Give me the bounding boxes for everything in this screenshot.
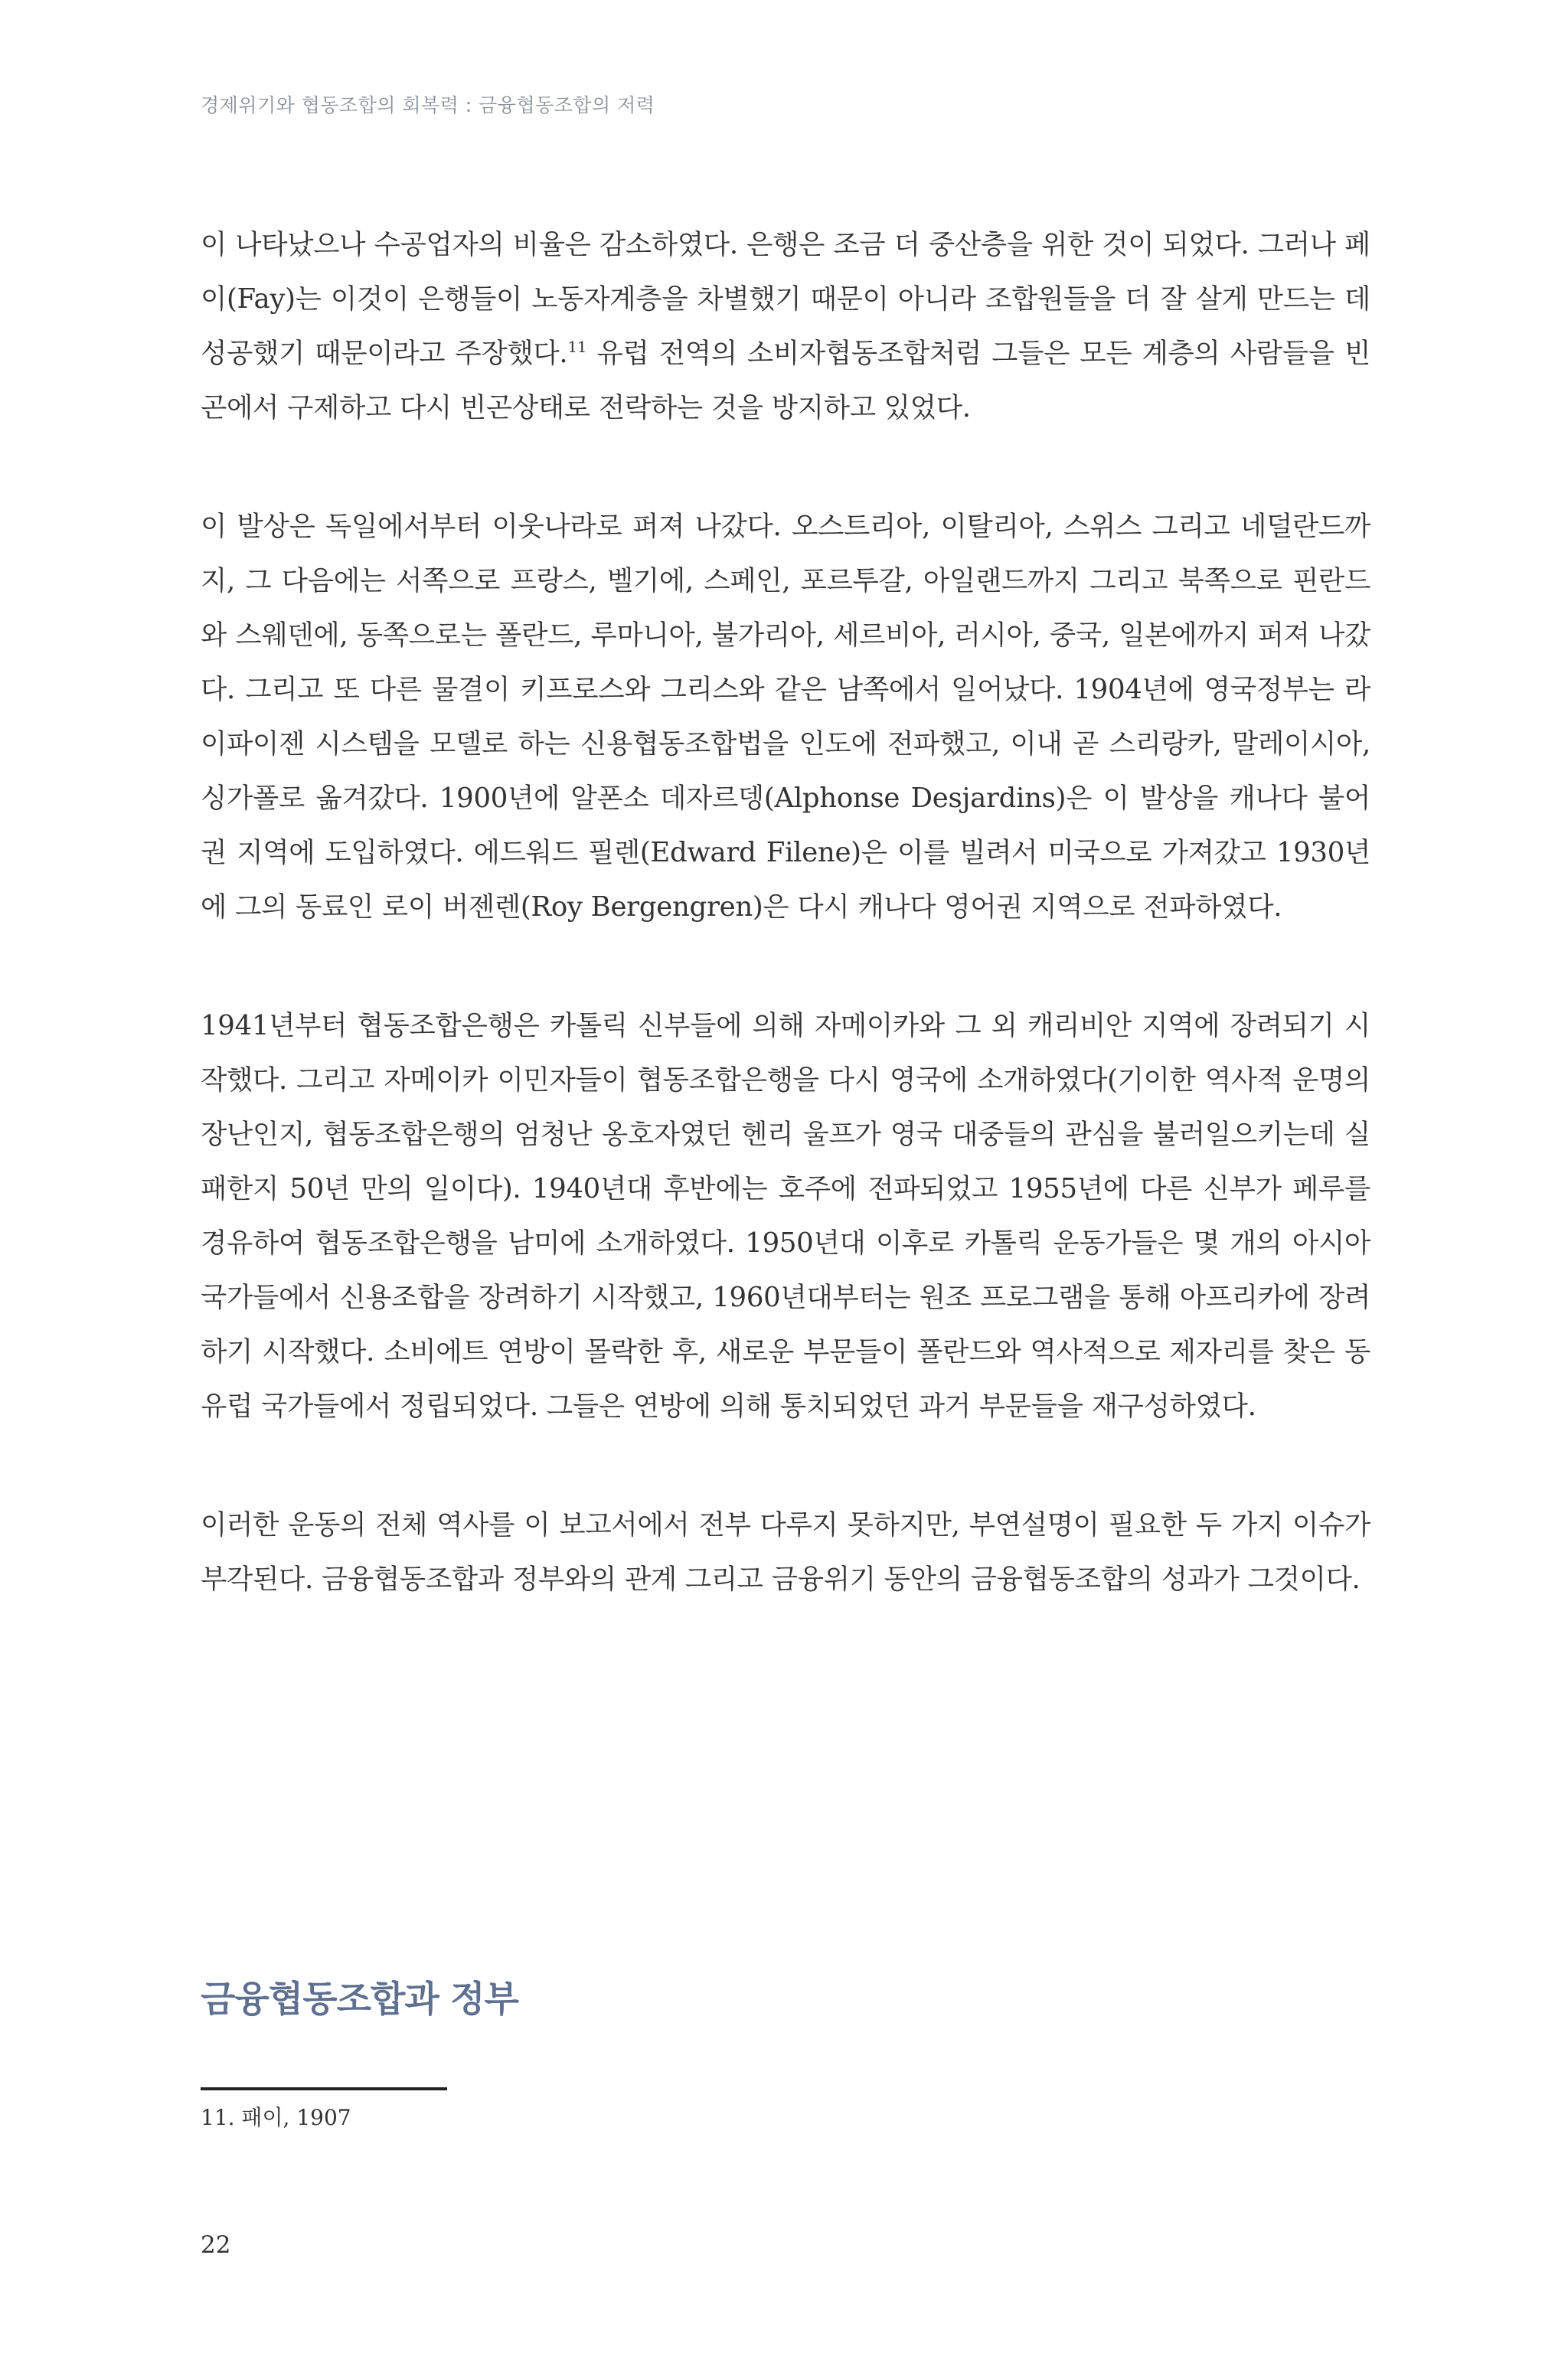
paragraph-2: 이 발상은 독일에서부터 이웃나라로 퍼져 나갔다. 오스트리아, 이탈리아, 스위스 그리고 네덜란드까지, 그 다음에는 서쪽으로 프랑스, 벨기에, 스페인, 포르투갈, 아일랜드까지 그리고 북쪽으로 핀란드와 스웨덴에, 동쪽으로는 폴란드, 루마니아, 불가리아, 세르비아, 러시아, 중국, 일본에까지 퍼져 나갔다. 그리고 또 다른 물결이 키프로스와 그리스와 같은 남쪽에서 일어났다. 1904년에 영국정부는 라이파이젠 시스템을 모델로 하는 신용협동조합법을 인도에 전파했고, 이내 곧 스리랑카, 말레이시아, 싱가폴로 옮겨갔다. 1900년에 알폰소 데자르뎅(Alphonse Desjardins)은 이 발상을 캐나다 불어권 지역에 도입하였다. 에드워드 필렌(Edward Filene)은 이를 빌려서 미국으로 가져갔고 1930년에 그의 동료인 로이 버젠렌(Roy Bergengren)은 다시 캐나다 영어권 지역으로 전파하였다. xyxy=(201,511,1370,923)
paragraph-1-text-continued: 유럽 전역의 소비자협동조합처럼 그들은 모든 계층의 사람들을 빈곤에서 구제하고 다시 빈곤상태로 전락하는 것을 방지하고 있었다. xyxy=(201,338,1370,423)
footnote-reference: 11 xyxy=(567,338,587,357)
paragraph-1 xyxy=(201,217,1370,435)
page-number: 22 xyxy=(201,2231,231,2259)
section-heading: 금융협동조합과 정부 xyxy=(201,1979,518,2021)
paragraph-3: 1941년부터 협동조합은행은 카톨릭 신부들에 의해 자메이카와 그 외 캐리비안 지역에 장려되기 시작했다. 그리고 자메이카 이민자들이 협동조합은행을 다시 영국에 소개하였다(기이한 역사적 운명의 장난인지, 협동조합은행의 엄청난 옹호자였던 헨리 울프가 영국 대중들의 관심을 불러일으키는데 실패한지 50년 만의 일이다). 1940년대 후반에는 호주에 전파되었고 1955년에 다른 신부가 페루를 경유하여 협동조합은행을 남미에 소개하였다. 1950년대 이후로 카톨릭 운동가들은 몇 개의 아시아 국가들에서 신용조합을 장려하기 시작했고, 1960년대부터는 원조 프로그램을 통해 아프리카에 장려하기 시작했다. 소비에트 연방이 몰락한 후, 새로운 부문들이 폴란드와 역사적으로 제자리를 찾은 동유럽 국가들에서 정립되었다. 그들은 연방에 의해 통치되었던 과거 부문들을 재구성하였다. xyxy=(201,1010,1370,1422)
paragraph-1-text: 이 나타났으나 수공업자의 비율은 감소하였다. 은행은 조금 더 중산층을 위한 것이 되었다. 그러나 페이(Fay)는 이것이 은행들이 노동자계층을 차별했기 때문이 아니라 조합원들을 더 잘 살게 만드는 데 성공했기 때문이라고 주장했다. xyxy=(201,229,1370,369)
paragraph-4: 이러한 운동의 전체 역사를 이 보고서에서 전부 다루지 못하지만, 부연설명이 필요한 두 가지 이슈가 부각된다. 금융협동조합과 정부와의 관계 그리고 금융위기 동안의 금융협동조합의 성과가 그것이다. xyxy=(201,1509,1370,1595)
main-content xyxy=(201,217,1370,1606)
footnote-divider xyxy=(201,2087,447,2090)
footnote: 11. 패이, 1907 xyxy=(201,2105,351,2130)
running-header: 경제위기와 협동조합의 회복력 : 금융협동조합의 저력 xyxy=(201,94,655,116)
